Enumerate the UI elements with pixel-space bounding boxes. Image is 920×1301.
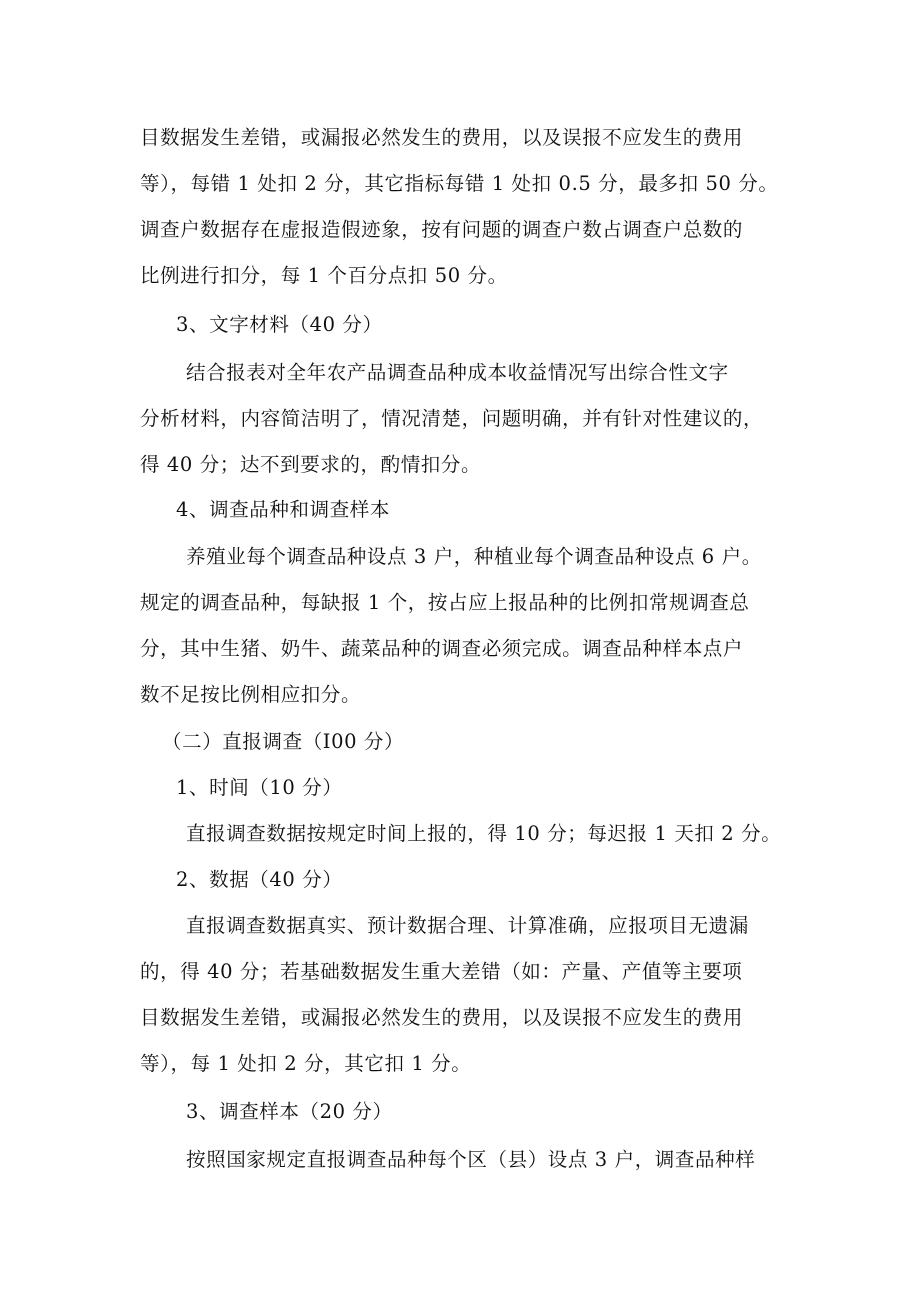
section-heading: 3、文字材料（40 分） [176, 313, 383, 336]
body-text-line: 分，其中生猪、奶牛、蔬菜品种的调查必须完成。调查品种样本点户 [140, 637, 744, 660]
body-text-line: 分析材料，内容简洁明了，情况清楚，问题明确，并有针对性建议的， [140, 407, 764, 430]
body-text-line: 按照国家规定直报调查品种每个区（县）设点 3 户，调查品种样 [186, 1148, 756, 1171]
body-text-line: 调查户数据存在虚报造假迹象，按有问题的调查户数占调查户总数的 [140, 218, 744, 241]
body-text-line: 直报调查数据按规定时间上报的，得 10 分；每迟报 1 天扣 2 分。 [186, 822, 782, 845]
body-text-line: 等），每错 1 处扣 2 分，其它指标每错 1 处扣 0.5 分，最多扣 50 分。 [140, 172, 779, 195]
body-text-line: 结合报表对全年农产品调查品种成本收益情况写出综合性文字 [186, 361, 729, 384]
section-heading: 2、数据（40 分） [176, 868, 343, 891]
section-heading: 3、调查样本（20 分） [186, 1100, 393, 1123]
body-text-line: 得 40 分；达不到要求的，酌情扣分。 [140, 453, 482, 476]
body-text-line: 的，得 40 分；若基础数据发生重大差错（如：产量、产值等主要项 [140, 960, 743, 983]
body-text-line: 目数据发生差错，或漏报必然发生的费用，以及误报不应发生的费用 [140, 1006, 744, 1029]
body-text-line: 直报调查数据真实、预计数据合理、计算准确，应报项目无遗漏 [186, 914, 749, 937]
body-text-line: 规定的调查品种，每缺报 1 个，按占应上报品种的比例扣常规调查总 [140, 591, 750, 614]
body-text-line: 等），每 1 处扣 2 分，其它扣 1 分。 [140, 1052, 472, 1075]
body-text-line: 比例进行扣分，每 1 个百分点扣 50 分。 [140, 264, 508, 287]
body-text-line: 目数据发生差错，或漏报必然发生的费用，以及误报不应发生的费用 [140, 126, 744, 149]
section-heading: 1、时间（10 分） [176, 776, 343, 799]
body-text-line: 数不足按比例相应扣分。 [140, 683, 362, 706]
section-heading: （二）直报调查（I00 分） [162, 730, 405, 753]
section-heading: 4、调查品种和调查样本 [176, 498, 391, 521]
body-text-line: 养殖业每个调查品种设点 3 户，种植业每个调查品种设点 6 户。 [186, 545, 762, 568]
